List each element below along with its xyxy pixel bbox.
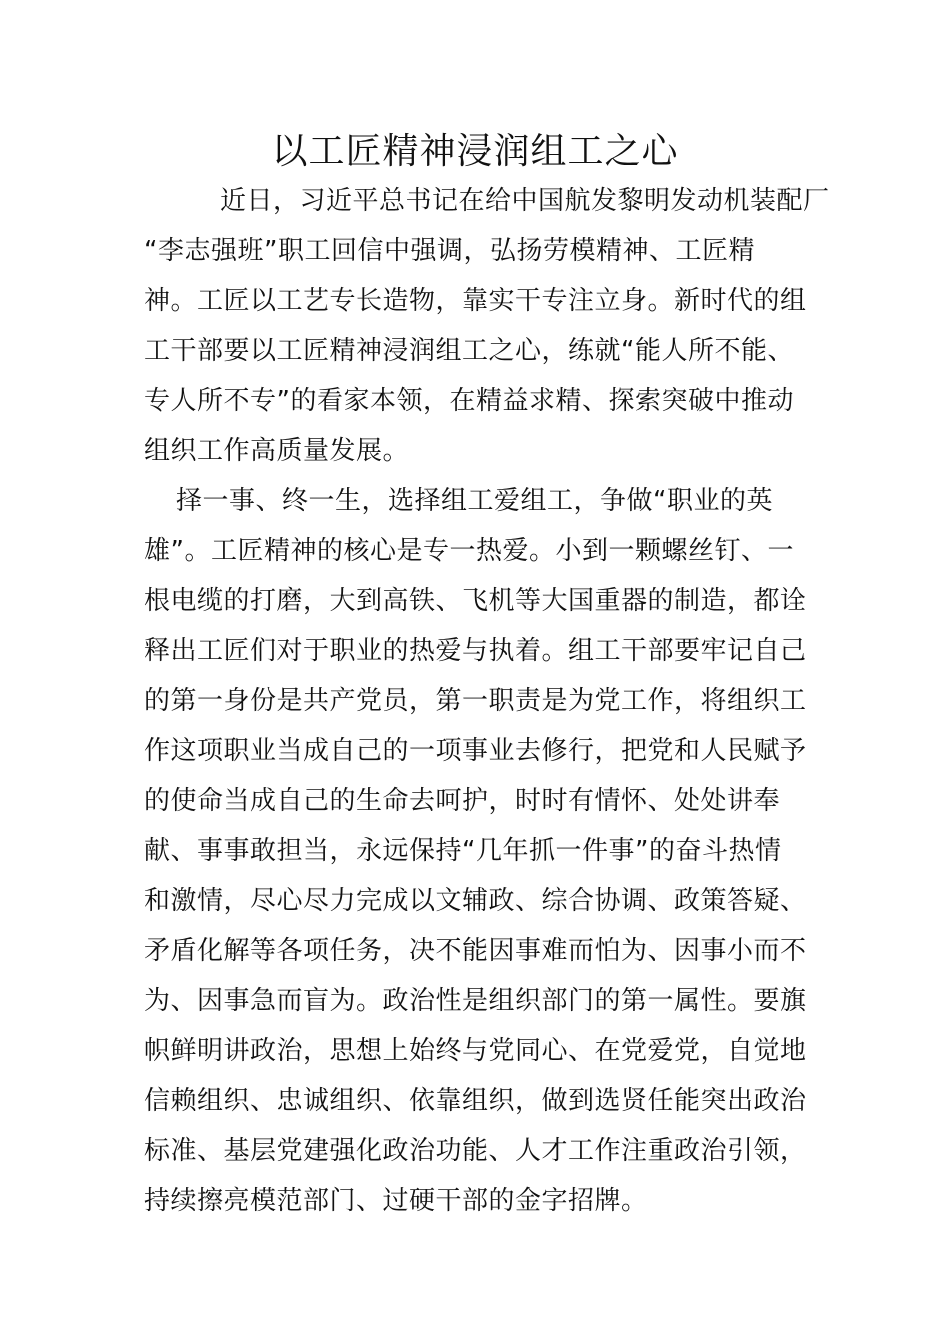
paragraph-2-line: 信赖组织、忠诚组织、依靠组织，做到选贤任能突出政治: [144, 1086, 807, 1116]
paragraph-2-line: 择一事、终一生，选择组工爱组工，争做“职业的英: [176, 486, 773, 516]
paragraph-2-line: 献、事事敢担当，永远保持“几年抓一件事”的奋斗热情: [144, 836, 782, 866]
paragraph-2-line: 的使命当成自己的生命去呵护，时时有情怀、处处讲奉: [144, 786, 781, 816]
paragraph-2-line: 释出工匠们对于职业的热爱与执着。组工干部要牢记自己: [144, 636, 807, 666]
document-body: [144, 176, 830, 1226]
paragraph-2-line: 根电缆的打磨，大到高铁、飞机等大国重器的制造，都诠: [144, 586, 807, 616]
paragraph-2-line: 雄”。工匠精神的核心是专一热爱。小到一颗螺丝钉、一: [144, 536, 794, 566]
paragraph-1-line: 组织工作高质量发展。: [144, 436, 410, 466]
paragraph-1-line: 工干部要以工匠精神浸润组工之心，练就“能人所不能、: [144, 336, 794, 366]
paragraph-2-line: 为、因事急而盲为。政治性是组织部门的第一属性。要旗: [144, 986, 807, 1016]
paragraph-2-line: 帜鲜明讲政治，思想上始终与党同心、在党爱党，自觉地: [144, 1036, 807, 1066]
paragraph-2-line: 标准、基层党建强化政治功能、人才工作注重政治引领，: [144, 1136, 807, 1166]
paragraph-2-line: 作这项职业当成自己的一项事业去修行，把党和人民赋予: [144, 736, 807, 766]
paragraph-1-line: 近日，习近平总书记在给中国航发黎明发动机装配厂: [220, 186, 830, 216]
paragraph-1-line: 神。工匠以工艺专长造物，靠实干专注立身。新时代的组: [144, 286, 807, 316]
paragraph-1-line: “李志强班”职工回信中强调，弘扬劳模精神、工匠精: [144, 236, 755, 266]
paragraph-2-line: 和激情，尽心尽力完成以文辅政、综合协调、政策答疑、: [144, 886, 807, 916]
paragraph-2-line: 持续擦亮模范部门、过硬干部的金字招牌。: [144, 1186, 648, 1216]
document-title: 以工匠精神浸润组工之心: [271, 131, 679, 172]
paragraph-2-line: 的第一身份是共产党员，第一职责是为党工作，将组织工: [144, 686, 807, 716]
paragraph-2-line: 矛盾化解等各项任务，决不能因事难而怕为、因事小而不: [144, 936, 807, 966]
paragraph-1-line: 专人所不专”的看家本领，在精益求精、探索突破中推动: [144, 386, 794, 416]
